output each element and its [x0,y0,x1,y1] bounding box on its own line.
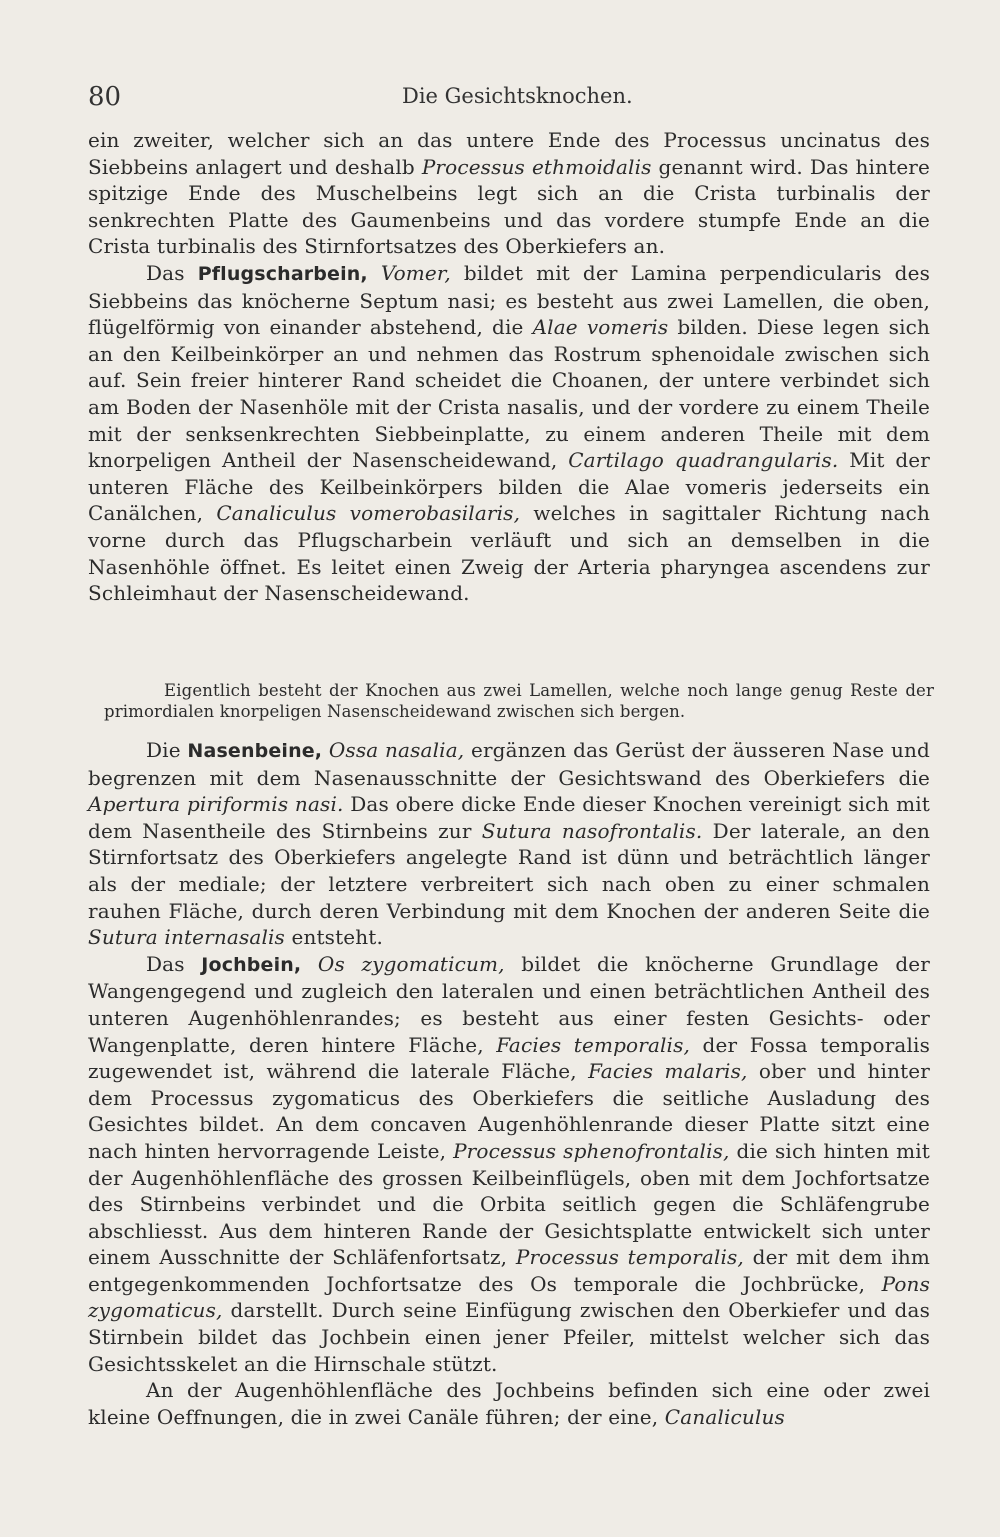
term-canaliculus: Canaliculus [664,1404,785,1429]
text-run: Mit der unteren Fläche des Keilbeinkörpers bilden die Alae vomeris jederseits ein Canälchen, [88,448,931,526]
note-text: Eigentlich besteht der Knochen aus zwei Lamellen, welche noch lange genug Reste der primordialen knorpeligen Nasenscheidewand zwischen sich bergen. [104,681,934,721]
text-run: bildet mit der Lamina perpendicularis des Siebbeins das knöcherne Septum nasi; es besteht aus zwei Lamellen, die oben, flügelförmig von einander abstehend, die [88,260,930,340]
text-run: Das obere dicke Ende dieser Knochen vereinigt sich mit dem Nasentheile des Stirnbeins zur [88,792,930,843]
text-run: ober und hinter dem Processus zygomaticus des Oberkiefers die seitliche Ausladung des Gesichtes bildet. An dem concaven Augenhöhlenrande dieser Platte sitzt eine nach hinten hervorragende Leiste, [88,1059,930,1163]
paragraph-augenhoehlenflaeche [88,1377,930,1430]
term-vomer: Vomer, [380,260,451,285]
text-run: Die [146,738,188,762]
small-print-note [104,681,934,722]
paragraph-jochbein [88,951,930,1378]
term-sutura-internasalis: Sutura internasalis [88,925,285,950]
text-run: Das [146,951,202,976]
term-facies-temporalis: Facies temporalis, [496,1032,691,1057]
text-run: der Fossa temporalis zugewendet ist, während die laterale Fläche, [88,1032,930,1084]
text-run: darstellt. Durch seine Einfügung zwischen den Oberkiefer und das Stirnbein bildet das Jochbein einen jener Pfeiler, mittelst welcher sich das Gesichtsskelet an die Hirnschale stützt. [88,1298,930,1376]
term-processus-temporalis: Processus temporalis, [515,1245,744,1270]
main-text-upper [88,127,930,607]
heading-pflugscharbein: Pflugscharbein, [197,262,368,285]
text-run: genannt wird. Das hintere spitzige Ende des Muschelbeins legt sich an die Crista turbinalis der senkrechten Platte des Gaumenbeins und das vordere stumpfe Ende an die Crista turbinalis des Stirnfortsatzes des Oberkiefers an. [88,154,930,259]
paragraph-nasenbeine [88,737,930,951]
heading-jochbein: Jochbein, [201,953,302,976]
main-text-lower [88,737,930,1430]
paragraph-muschelbein-end [88,127,930,260]
term-pons-zygomaticus: Pons zygomaticus, [88,1271,930,1323]
text-run: Das [146,260,198,285]
heading-nasenbeine: Nasenbeine, [187,740,323,762]
text-run: An der Augenhöhlenfläche des Jochbeins befinden sich eine oder zwei kleine Oeffnungen, die in zwei Canäle führen; der eine, [88,1378,930,1429]
text-run [368,261,381,285]
text-run: ergänzen das Gerüst der äusseren Nase und begrenzen mit dem Nasenausschnitte der Gesichtswand des Oberkiefers die [88,738,930,790]
page-header [0,80,1000,114]
term-ossa-nasalia: Ossa nasalia, [328,738,465,762]
term-processus-sphenofrontalis: Processus sphenofrontalis, [453,1138,730,1163]
text-run: der mit dem ihm entgegenkommenden Jochfortsatze des Os temporale die Jochbrücke, [88,1245,931,1296]
text-run: entsteht. [284,925,383,950]
term-processus-ethmoidalis: Processus ethmoidalis [421,154,652,179]
text-run: bilden. Diese legen sich an den Keilbeinkörper an und nehmen das Rostrum sphenoidale zwischen sich auf. Sein freier hinterer Rand scheidet die Choanen, der untere verbindet sich am Boden der Nasenhöle mit der Crista nasalis, und der vordere zu einem Theile mit der senksenkrechten Siebbeinplatte, zu einem anderen Theile mit dem knorpeligen Antheil der Nasenscheidewand, [88,315,930,473]
text-run: die sich hinten mit der Augenhöhlenfläche des grossen Keilbeinflügels, oben mit dem Jochfortsatze des Stirnbeins verbindet und die Orbita seitlich gegen die Schläfengrube abschliesst. Aus dem hinteren Rande der Gesichtsplatte entwickelt sich unter einem Ausschnitte der Schläfenfortsatz, [88,1138,930,1270]
term-sutura-nasofrontalis: Sutura nasofrontalis. [481,818,703,843]
term-canaliculus-vomerobasilaris: Canaliculus vomerobasilaris, [216,501,521,526]
term-os-zygomaticum: Os zygomaticum, [317,951,505,976]
text-run: bildet die knöcherne Grundlage der Wangengegend und zugleich den lateralen und einen beträchtlichen Antheil des unteren Augenhöhlenrandes; es besteht aus einer festen Gesichts- oder Wangenplatte, deren hintere Fläche, [88,951,930,1057]
term-apertura-piriformis: Apertura piriformis nasi. [88,792,344,817]
text-run: Der laterale, an den Stirnfortsatz des Oberkiefers angelegte Rand ist dünn und beträchtlich länger als der mediale; der letztere verbreitert sich nach oben zu einer schmalen rauhen Fläche, durch deren Verbindung mit dem Knochen der anderen Seite die [88,818,930,923]
term-alae-vomeris: Alae vomeris [532,315,669,340]
page-number: 80 [88,82,122,112]
term-facies-malaris: Facies malaris, [588,1059,748,1084]
running-title: Die Gesichtsknochen. [402,84,633,108]
text-run: ein zweiter, welcher sich an das untere Ende des Processus uncinatus des Siebbeins anlagert und deshalb [88,128,930,179]
term-cartilago-quadrangularis: Cartilago quadrangularis. [568,448,839,473]
text-run [322,738,329,762]
text-run: welches in sagittaler Richtung nach vorne durch das Pflugscharbein verläuft und sich an demselben in die Nasenhöhle öffnet. Es leitet einen Zweig der Arteria pharyngea ascendens zur Schleimhaut der Nasenscheidewand. [88,501,930,606]
paragraph-pflugscharbein [88,260,930,607]
text-run [301,952,318,976]
